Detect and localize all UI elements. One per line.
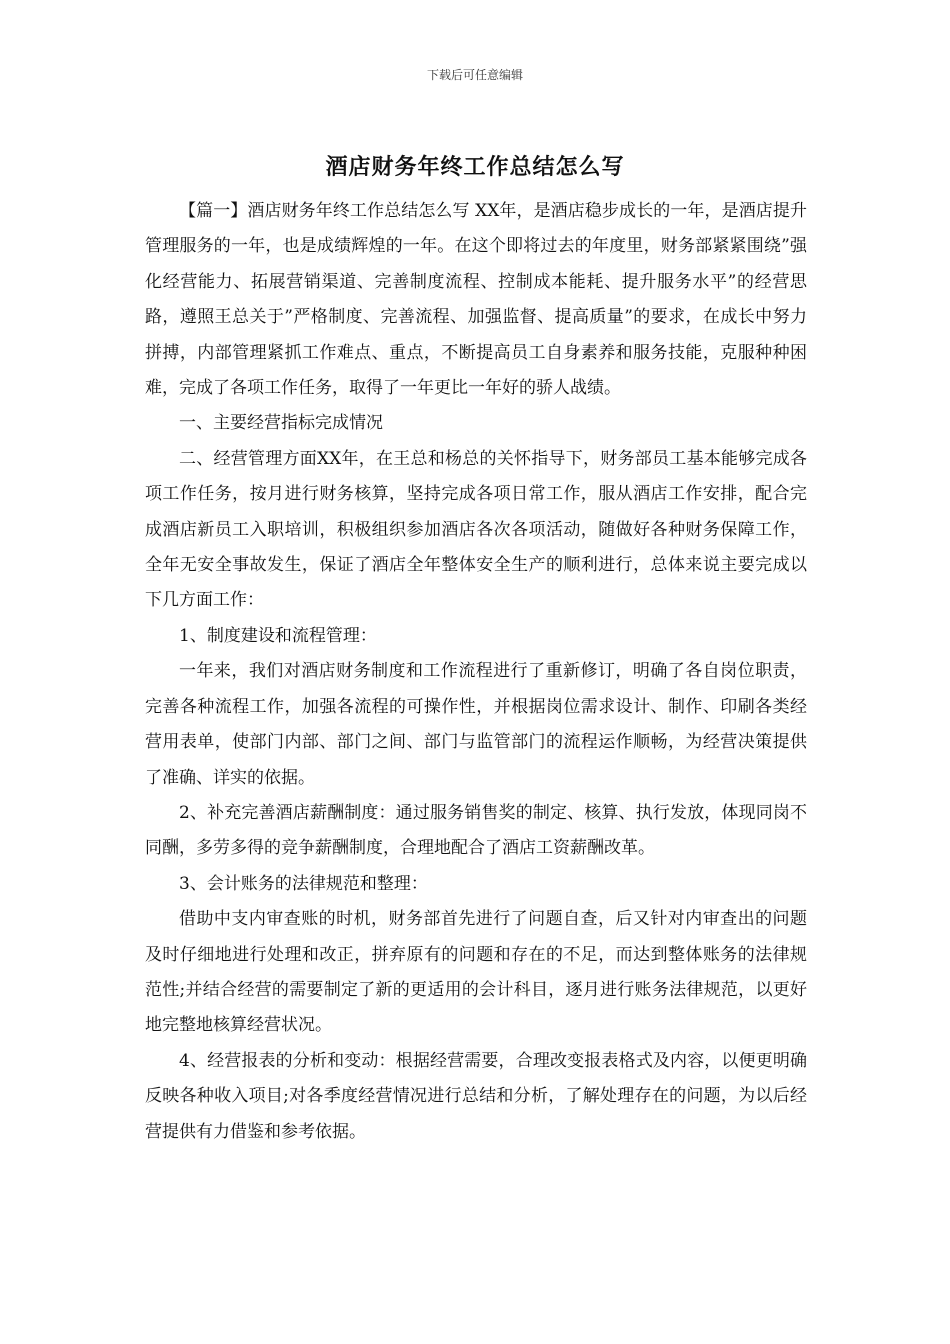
- item-heading-3: 3、会计账务的法律规范和整理：: [179, 873, 428, 894]
- paragraph-intro: 【篇一】酒店财务年终工作总结怎么写 XX年，是酒店稳步成长的一年，是酒店提升管理服务的一年，也是成绩辉煌的一年。在这个即将过去的年度里，财务部紧紧围绕”强化经营能力、拓展营销渠道、完善制度流程、控制成本能耗、提升服务水平”的经营思路，遵照王总关于”严格制度、完善流程、加强监督、提高质量”的要求，在成长中努力拼搏，内部管理紧抓工作难点、重点，不断提高员工自身素养和服务技能，克服种种困难，完成了各项工作任务，取得了一年更比一年好的骄人战绩。: [145, 201, 807, 399]
- item-paragraph-2: 2、补充完善酒店薪酬制度：通过服务销售奖的制定、核算、执行发放，体现同岗不同酬，多劳多得的竞争薪酬制度，合理地配合了酒店工资薪酬改革。: [145, 802, 807, 859]
- item-heading-1: 1、制度建设和流程管理：: [179, 625, 377, 646]
- document-body: [145, 194, 807, 1150]
- item-paragraph-3: 借助中支内审查账的时机，财务部首先进行了问题自查，后又针对内审查出的问题及时仔细地进行处理和改正，拼弃原有的问题和存在的不足，而达到整体账务的法律规范性;并结合经营的需要制定了新的更适用的会计科目，逐月进行账务法律规范，以更好地完整地核算经营状况。: [145, 909, 807, 1036]
- document-title: 酒店财务年终工作总结怎么写: [325, 154, 625, 180]
- section-paragraph-2: 二、经营管理方面XX年，在王总和杨总的关怀指导下，财务部员工基本能够完成各项工作任务，按月进行财务核算，坚持完成各项日常工作，服从酒店工作安排，配合完成酒店新员工入职培训，积极组织参加酒店各次各项活动，随做好各种财务保障工作，全年无安全事故发生，保证了酒店全年整体安全生产的顺利进行，总体来说主要完成以下几方面工作：: [145, 448, 807, 611]
- header-note: 下载后可任意编辑: [426, 68, 523, 82]
- item-paragraph-1: 一年来，我们对酒店财务制度和工作流程进行了重新修订，明确了各自岗位职责，完善各种流程工作，加强各流程的可操作性，并根据岗位需求设计、制作、印刷各类经营用表单，使部门内部、部门之间、部门与监管部门的流程运作顺畅，为经营决策提供了准确、详实的依据。: [145, 661, 807, 788]
- section-heading-1: 一、主要经营指标完成情况: [179, 413, 383, 434]
- item-paragraph-4: 4、经营报表的分析和变动：根据经营需要，合理改变报表格式及内容，以便更明确反映各种收入项目;对各季度经营情况进行总结和分析，了解处理存在的问题，为以后经营提供有力借鉴和参考依据。: [145, 1050, 807, 1142]
